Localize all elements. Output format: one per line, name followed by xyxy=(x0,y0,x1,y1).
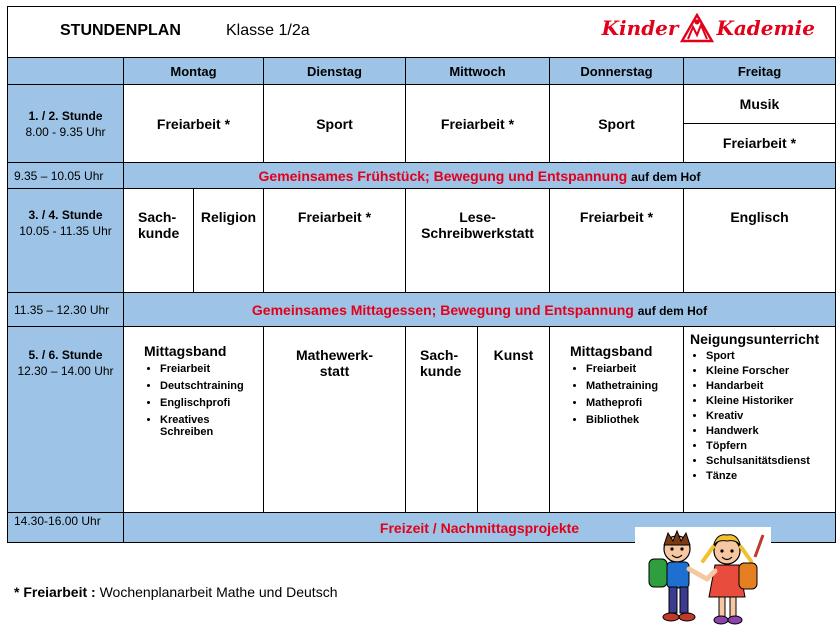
lesson-mo-1: Freiarbeit * xyxy=(124,85,264,163)
break-row-1 xyxy=(8,163,836,189)
lesson-di-5: Mathewerk- statt xyxy=(264,327,406,513)
list-item: • Handarbeit xyxy=(706,380,835,392)
list-item: • Englischprofi xyxy=(160,397,263,409)
day-header-mittwoch: Mittwoch xyxy=(406,58,550,85)
list-item: • Kleine Forscher xyxy=(706,365,835,377)
list-item: • Kreatives Schreiben xyxy=(160,414,263,438)
page-title: STUNDENPLAN xyxy=(60,22,181,39)
logo-emblem-icon xyxy=(680,13,714,43)
break-text-2: Gemeinsames Mittagessen; Bewegung und Entspannung auf dem Hof xyxy=(124,293,836,327)
period-label-1-2: 1. / 2. Stunde 8.00 - 9.35 Uhr xyxy=(8,85,124,163)
period-label-5-6: 5. / 6. Stunde 12.30 – 14.00 Uhr xyxy=(8,327,124,513)
lesson-mi-5b: Kunst xyxy=(478,327,550,513)
neigungsunterricht-list xyxy=(690,350,835,482)
lesson-mi-5a: Sach- kunde xyxy=(406,327,478,513)
mittagsband-montag: Mittagsband • Freiarbeit • Deutschtraining • Englischprofi • Kreatives Schreiben xyxy=(124,327,264,513)
break-text-1: Gemeinsames Frühstück; Bewegung und Entspannung auf dem Hof xyxy=(124,163,836,189)
lesson-fr-1-top: Musik xyxy=(684,85,836,124)
day-header-montag: Montag xyxy=(124,58,264,85)
afternoon-text: Freizeit / Nachmittagsprojekte xyxy=(124,513,836,543)
lesson-do-3: Freiarbeit * xyxy=(550,189,684,293)
lesson-fr-3: Englisch xyxy=(684,189,836,293)
timetable-grid xyxy=(7,6,836,543)
class-label: Klasse 1/2a xyxy=(226,22,310,39)
list-item: • Schulsanitätsdienst xyxy=(706,455,835,467)
lesson-mo-3a: Sach- kunde xyxy=(124,189,194,293)
mittagsband-donnerstag: Mittagsband • Freiarbeit • Mathetraining • Matheprofi • Bibliothek xyxy=(550,327,684,513)
list-item: • Freiarbeit xyxy=(586,363,683,375)
lesson-di-3: Freiarbeit * xyxy=(264,189,406,293)
break-row-2 xyxy=(8,293,836,327)
period-label-3-4: 3. / 4. Stunde 10.05 - 11.35 Uhr xyxy=(8,189,124,293)
list-item: • Handwerk xyxy=(706,425,835,437)
lesson-row-5-6 xyxy=(8,327,836,513)
list-item: • Deutschtraining xyxy=(160,380,263,392)
day-header-donnerstag: Donnerstag xyxy=(550,58,684,85)
break-time-1: 9.35 – 10.05 Uhr xyxy=(8,163,124,189)
children-illustration xyxy=(635,527,771,633)
lesson-mi-3: Lese- Schreibwerkstatt xyxy=(406,189,550,293)
list-item: • Sport xyxy=(706,350,835,362)
list-item: • Töpfern xyxy=(706,440,835,452)
title-bar xyxy=(8,7,836,58)
list-item: • Kreativ xyxy=(706,410,835,422)
weekday-header-row xyxy=(8,58,836,85)
list-item: • Matheprofi xyxy=(586,397,683,409)
corner-cell xyxy=(8,58,124,85)
break-time-2: 11.35 – 12.30 Uhr xyxy=(8,293,124,327)
list-item: • Mathetraining xyxy=(586,380,683,392)
mittagsband-donnerstag-list xyxy=(570,363,683,426)
lesson-mo-3b: Religion xyxy=(194,189,264,293)
mittagsband-montag-list xyxy=(144,363,263,438)
day-header-dienstag: Dienstag xyxy=(264,58,406,85)
lesson-mi-1: Freiarbeit * xyxy=(406,85,550,163)
lesson-row-3-4 xyxy=(8,189,836,293)
timetable xyxy=(7,6,835,543)
lesson-row-1-2 xyxy=(8,85,836,124)
lesson-di-1: Sport xyxy=(264,85,406,163)
afternoon-time: 14.30-16.00 Uhr xyxy=(8,513,124,543)
lesson-fr-1-bottom: Freiarbeit * xyxy=(684,124,836,163)
neigungsunterricht-freitag: Neigungsunterricht • Sport • Kleine Forscher • Handarbeit • Kleine Historiker • Kreativ • Handwerk • Töpfern • Schulsanitätsdienst • Tänze xyxy=(684,327,836,513)
kinderkademie-logo: Kinder Kademie xyxy=(602,13,815,43)
list-item: • Kleine Historiker xyxy=(706,395,835,407)
lesson-do-1: Sport xyxy=(550,85,684,163)
list-item: • Bibliothek xyxy=(586,414,683,426)
footnote: * Freiarbeit : Wochenplanarbeit Mathe und Deutsch xyxy=(14,584,338,600)
list-item: • Tänze xyxy=(706,470,835,482)
day-header-freitag: Freitag xyxy=(684,58,836,85)
list-item: • Freiarbeit xyxy=(160,363,263,375)
